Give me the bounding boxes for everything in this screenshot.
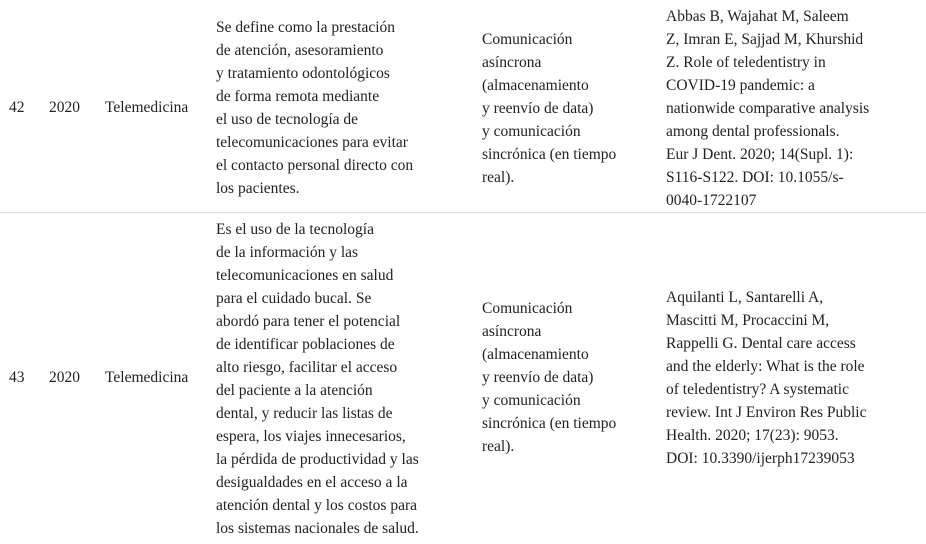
row-definition: Se define como la prestación de atención, asesoramiento y tratamiento odontológicos de forma remota mediante el uso de tecnología de telecomunicaciones para evitar el contacto personal directo con los pacientes. bbox=[216, 19, 414, 197]
row-definition: Es el uso de la tecnología de la información y las telecomunicaciones en salud para el cuidado bucal. Se abordó para tener el potencial de identificar poblaciones de alto riesgo, facilitar el acceso del paciente a la atención dental, y reducir las listas de espera, los viajes innecesarios, la pérdida de productividad y las desigualdades en el acceso a la atención dental y los costos para los sistemas nacionales de salud. bbox=[216, 221, 419, 537]
row-reference: Aquilanti L, Santarelli A, Mascitti M, Procaccini M, Rappelli G. Dental care access and the elderly: What is the role of teledentistry? A systematic review. Int J Environ Res Public Health. 2020; 17(23): 9053. DOI: 10.3390/ijerph17239053 bbox=[666, 289, 867, 467]
row-type: Telemedicina bbox=[105, 369, 189, 386]
table-row bbox=[0, 213, 926, 544]
table-row bbox=[0, 0, 926, 213]
row-number: 42 bbox=[9, 99, 25, 116]
row-year: 2020 bbox=[49, 369, 80, 386]
row-type: Telemedicina bbox=[105, 99, 189, 116]
row-year: 2020 bbox=[49, 99, 80, 116]
row-communication: Comunicación asíncrona (almacenamiento y reenvío de data) y comunicación sincrónica (en tiempo real). bbox=[482, 300, 617, 455]
row-communication: Comunicación asíncrona (almacenamiento y reenvío de data) y comunicación sincrónica (en tiempo real). bbox=[482, 31, 617, 186]
row-reference: Abbas B, Wajahat M, Saleem Z, Imran E, Sajjad M, Khurshid Z. Role of teledentistry in COVID-19 pandemic: a nationwide comparative analysis among dental professionals. Eur J Dent. 2020; 14(Supl. 1): S116-S122. DOI: 10.1055/s- 0040-1722107 bbox=[666, 8, 870, 209]
row-number: 43 bbox=[9, 369, 25, 386]
